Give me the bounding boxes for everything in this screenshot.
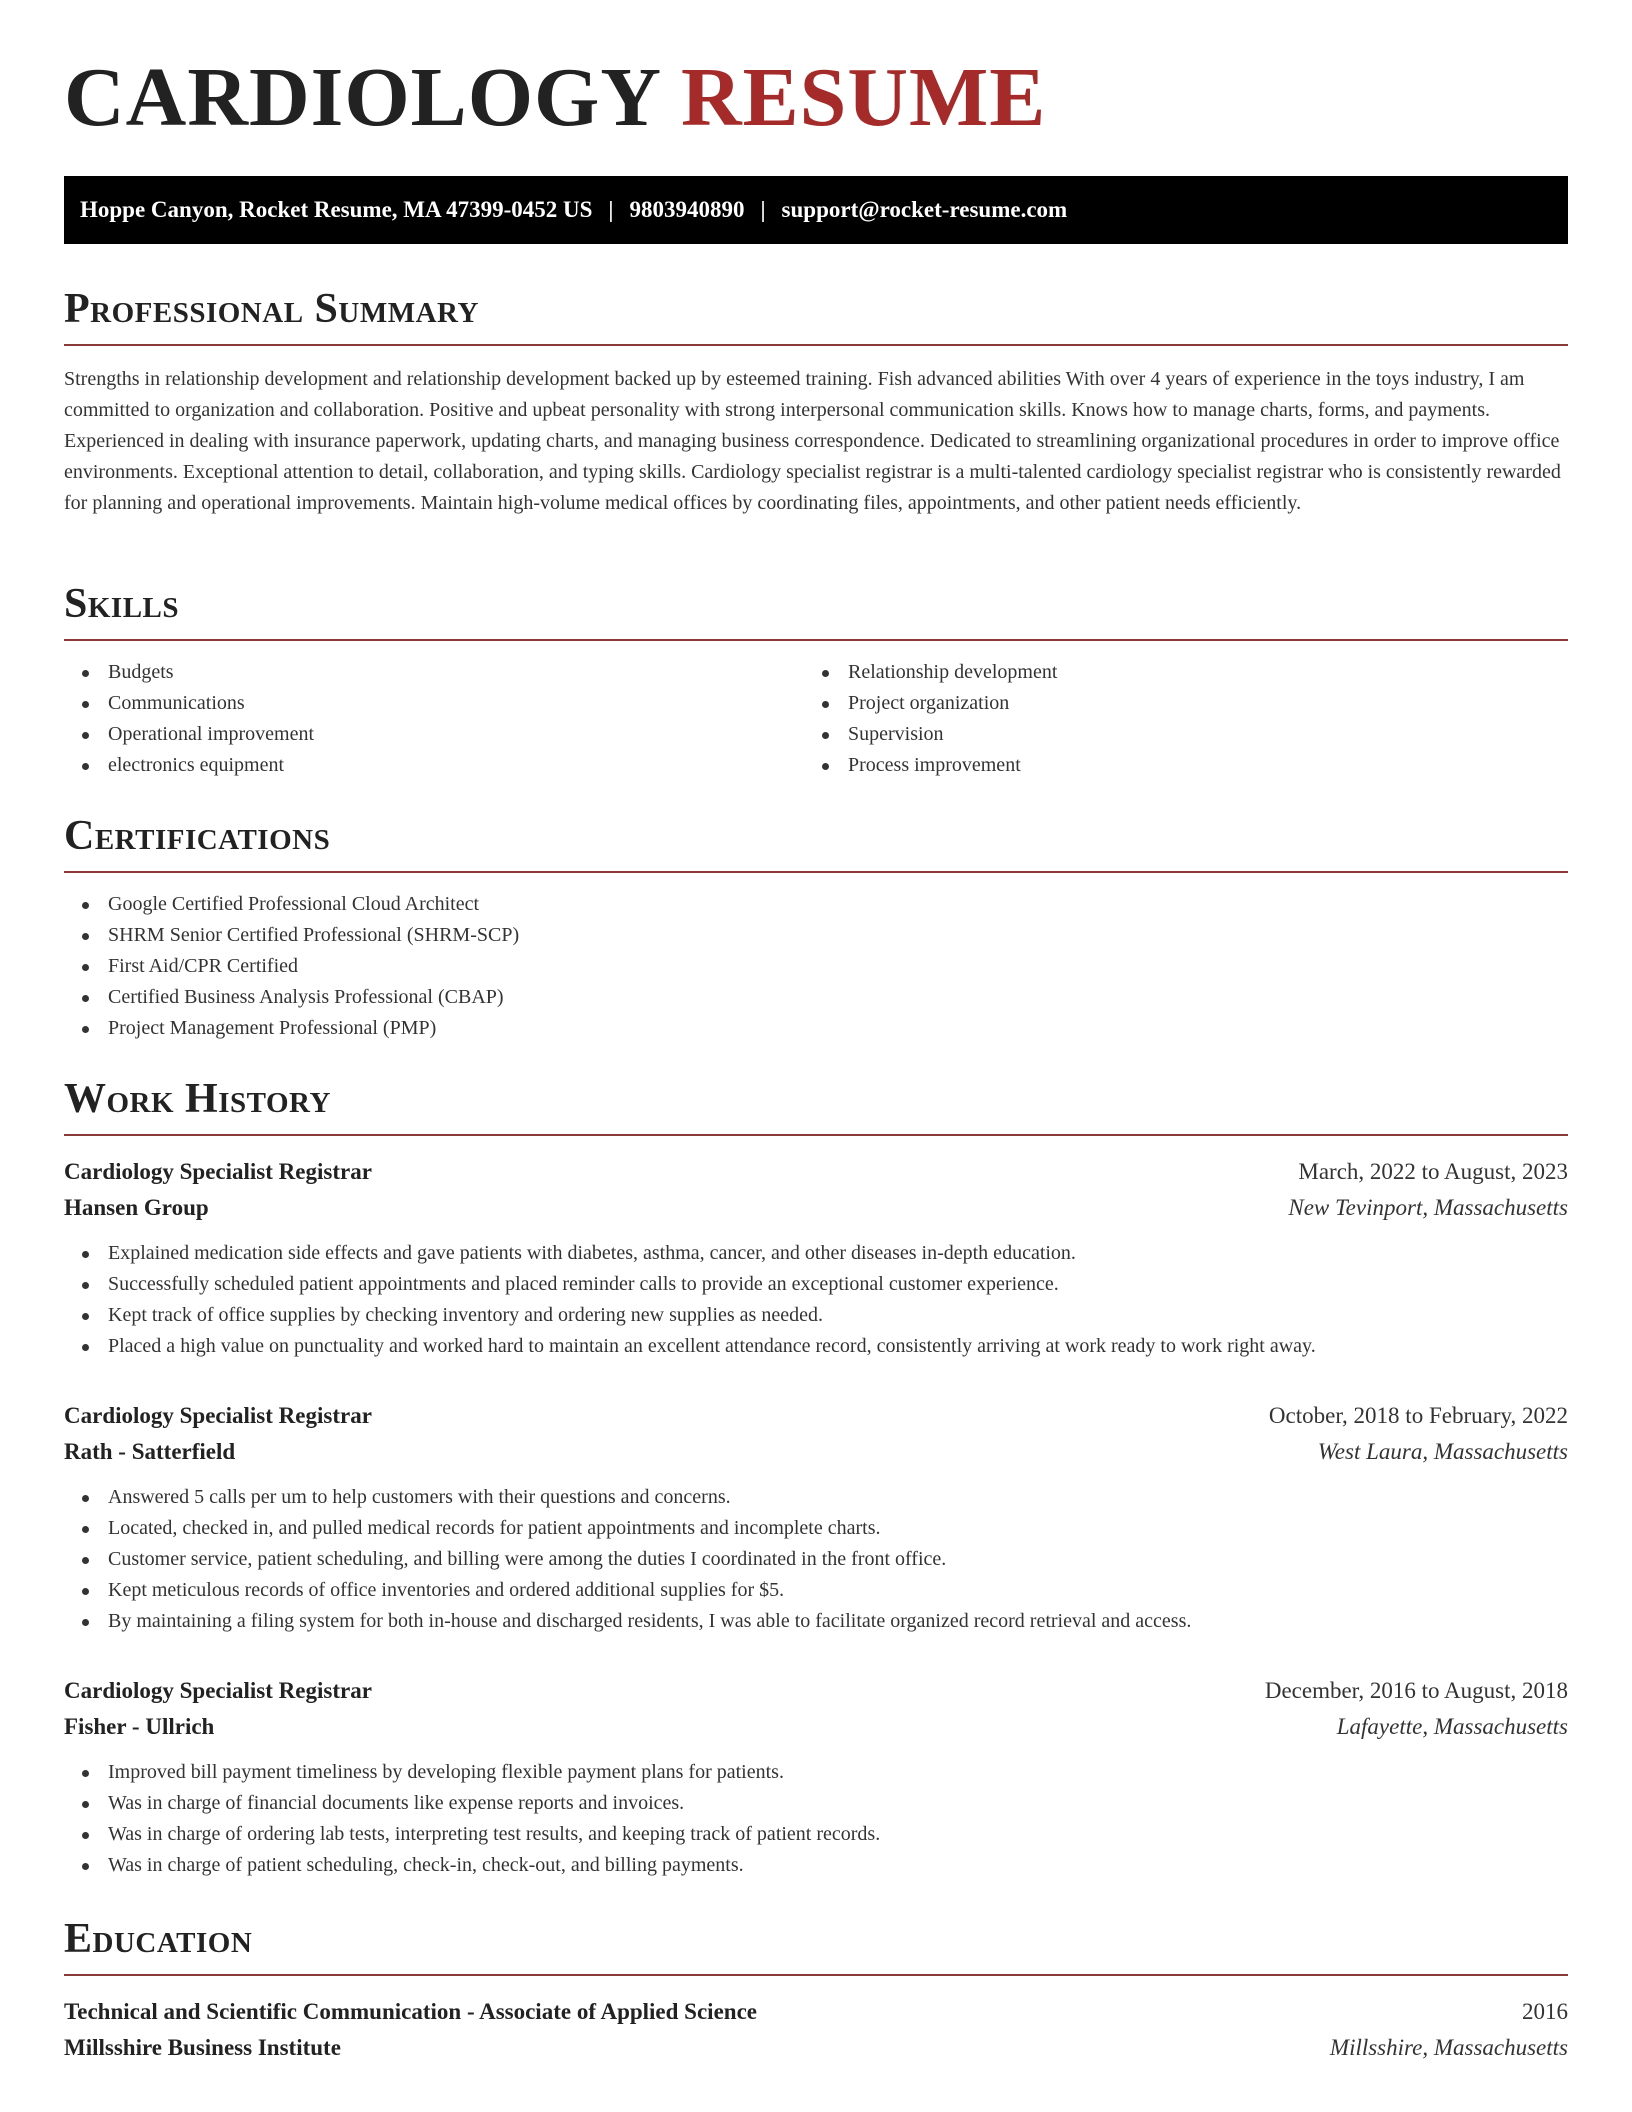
skills-list-right <box>804 657 1544 781</box>
skill-item: Communications <box>64 688 804 719</box>
education-school-row <box>64 2030 1568 2066</box>
job-company: Hansen Group <box>64 1195 209 1220</box>
certification-item: Project Management Professional (PMP) <box>64 1013 1568 1044</box>
certifications-list <box>64 889 1568 1044</box>
job-company: Rath - Satterfield <box>64 1439 236 1464</box>
name-second: RESUME <box>680 51 1047 144</box>
job-bullet: Was in charge of patient scheduling, check-in, check-out, and billing payments. <box>64 1850 1568 1881</box>
job-location: Lafayette, Massachusetts <box>1336 1714 1568 1739</box>
skill-item: Supervision <box>804 719 1544 750</box>
job-company-row <box>64 1709 1568 1745</box>
job-bullet: Kept track of office supplies by checking inventory and ordering new supplies as needed. <box>64 1300 1568 1331</box>
certification-item: SHRM Senior Certified Professional (SHRM-SCP) <box>64 920 1568 951</box>
job-bullets <box>64 1757 1568 1881</box>
job-title: Cardiology Specialist Registrar <box>64 1159 372 1184</box>
name-first: CARDIOLOGY <box>64 51 659 144</box>
education-location: Millsshire, Massachusetts <box>1329 2035 1568 2060</box>
job-company-row <box>64 1190 1568 1226</box>
work-history-heading: Work History <box>64 1078 1568 1136</box>
job-bullet: Answered 5 calls per um to help customers with their questions and concerns. <box>64 1482 1568 1513</box>
summary-section <box>64 288 1568 519</box>
job-bullet: Kept meticulous records of office inventories and ordered additional supplies for $5. <box>64 1575 1568 1606</box>
skill-item: Budgets <box>64 657 804 688</box>
contact-email: support@rocket-resume.com <box>781 197 1068 222</box>
contact-separator: | <box>760 197 766 222</box>
job-bullets <box>64 1238 1568 1362</box>
job-header-row <box>64 1154 1568 1190</box>
job-bullet: Successfully scheduled patient appointments and placed reminder calls to provide an exceptional customer experience. <box>64 1269 1568 1300</box>
job-location: West Laura, Massachusetts <box>1317 1439 1568 1464</box>
contact-bar <box>64 176 1568 244</box>
work-history-section <box>64 1078 1568 1881</box>
job-entry <box>64 1154 1568 1362</box>
certifications-section <box>64 815 1568 1044</box>
summary-text: Strengths in relationship development and relationship development backed up by esteemed training. Fish advanced abilities With over 4 years of experience in the toys industry, I am committed to organization and collaboration. Positive and upbeat personality with strong interpersonal communication skills. Knows how to manage charts, forms, and payments. Experienced in dealing with insurance paperwork, updating charts, and managing business correspondence. Dedicated to streamlining organizational procedures in order to improve office environments. Exceptional attention to detail, collaboration, and typing skills. Cardiology specialist registrar is a multi-talented cardiology specialist registrar who is consistently rewarded for planning and operational improvements. Maintain high-volume medical offices by coordinating files, appointments, and other patient needs efficiently. <box>64 368 1561 514</box>
education-school: Millsshire Business Institute <box>64 2035 341 2060</box>
job-entry <box>64 1398 1568 1637</box>
skills-heading: Skills <box>64 583 1568 641</box>
education-heading: Education <box>64 1918 1568 1976</box>
contact-separator: | <box>608 197 614 222</box>
job-dates: October, 2018 to February, 2022 <box>1268 1403 1568 1428</box>
skill-item: Process improvement <box>804 750 1544 781</box>
job-bullet: Located, checked in, and pulled medical records for patient appointments and incomplete charts. <box>64 1513 1568 1544</box>
job-bullets <box>64 1482 1568 1637</box>
skill-item: Operational improvement <box>64 719 804 750</box>
job-dates: March, 2022 to August, 2023 <box>1298 1159 1568 1184</box>
job-header-row <box>64 1673 1568 1709</box>
contact-address: Hoppe Canyon, Rocket Resume, MA 47399-0452 US <box>80 197 593 222</box>
skills-list-left <box>64 657 804 781</box>
job-bullet: Improved bill payment timeliness by developing flexible payment plans for patients. <box>64 1757 1568 1788</box>
job-bullet: By maintaining a filing system for both in-house and discharged residents, I was able to facilitate organized record retrieval and access. <box>64 1606 1568 1637</box>
job-title: Cardiology Specialist Registrar <box>64 1678 372 1703</box>
summary-heading: Professional Summary <box>64 288 1568 346</box>
skill-item: Relationship development <box>804 657 1544 688</box>
job-header-row <box>64 1398 1568 1434</box>
education-degree-row <box>64 1994 1568 2030</box>
job-bullet: Was in charge of ordering lab tests, interpreting test results, and keeping track of patient records. <box>64 1819 1568 1850</box>
certification-item: Google Certified Professional Cloud Architect <box>64 889 1568 920</box>
skills-section <box>64 583 1568 781</box>
education-section <box>64 1918 1568 2066</box>
job-entry <box>64 1673 1568 1881</box>
job-title: Cardiology Specialist Registrar <box>64 1403 372 1428</box>
job-company: Fisher - Ullrich <box>64 1714 215 1739</box>
resume-name <box>64 51 1047 144</box>
skill-item: Project organization <box>804 688 1544 719</box>
contact-phone: 9803940890 <box>629 197 745 222</box>
skill-item: electronics equipment <box>64 750 804 781</box>
certification-item: First Aid/CPR Certified <box>64 951 1568 982</box>
job-dates: December, 2016 to August, 2018 <box>1264 1678 1568 1703</box>
job-company-row <box>64 1434 1568 1470</box>
education-year: 2016 <box>1522 1999 1568 2024</box>
job-location: New Tevinport, Massachusetts <box>1288 1195 1568 1220</box>
job-bullet: Customer service, patient scheduling, and billing were among the duties I coordinated in the front office. <box>64 1544 1568 1575</box>
certification-item: Certified Business Analysis Professional (CBAP) <box>64 982 1568 1013</box>
job-bullet: Explained medication side effects and gave patients with diabetes, asthma, cancer, and other diseases in-depth education. <box>64 1238 1568 1269</box>
education-degree: Technical and Scientific Communication - Associate of Applied Science <box>64 1999 757 2024</box>
education-entry <box>64 1994 1568 2066</box>
job-bullet: Placed a high value on punctuality and worked hard to maintain an excellent attendance record, consistently arriving at work ready to work right away. <box>64 1331 1568 1362</box>
skills-grid <box>64 657 1568 781</box>
certifications-heading: Certifications <box>64 815 1568 873</box>
job-bullet: Was in charge of financial documents like expense reports and invoices. <box>64 1788 1568 1819</box>
